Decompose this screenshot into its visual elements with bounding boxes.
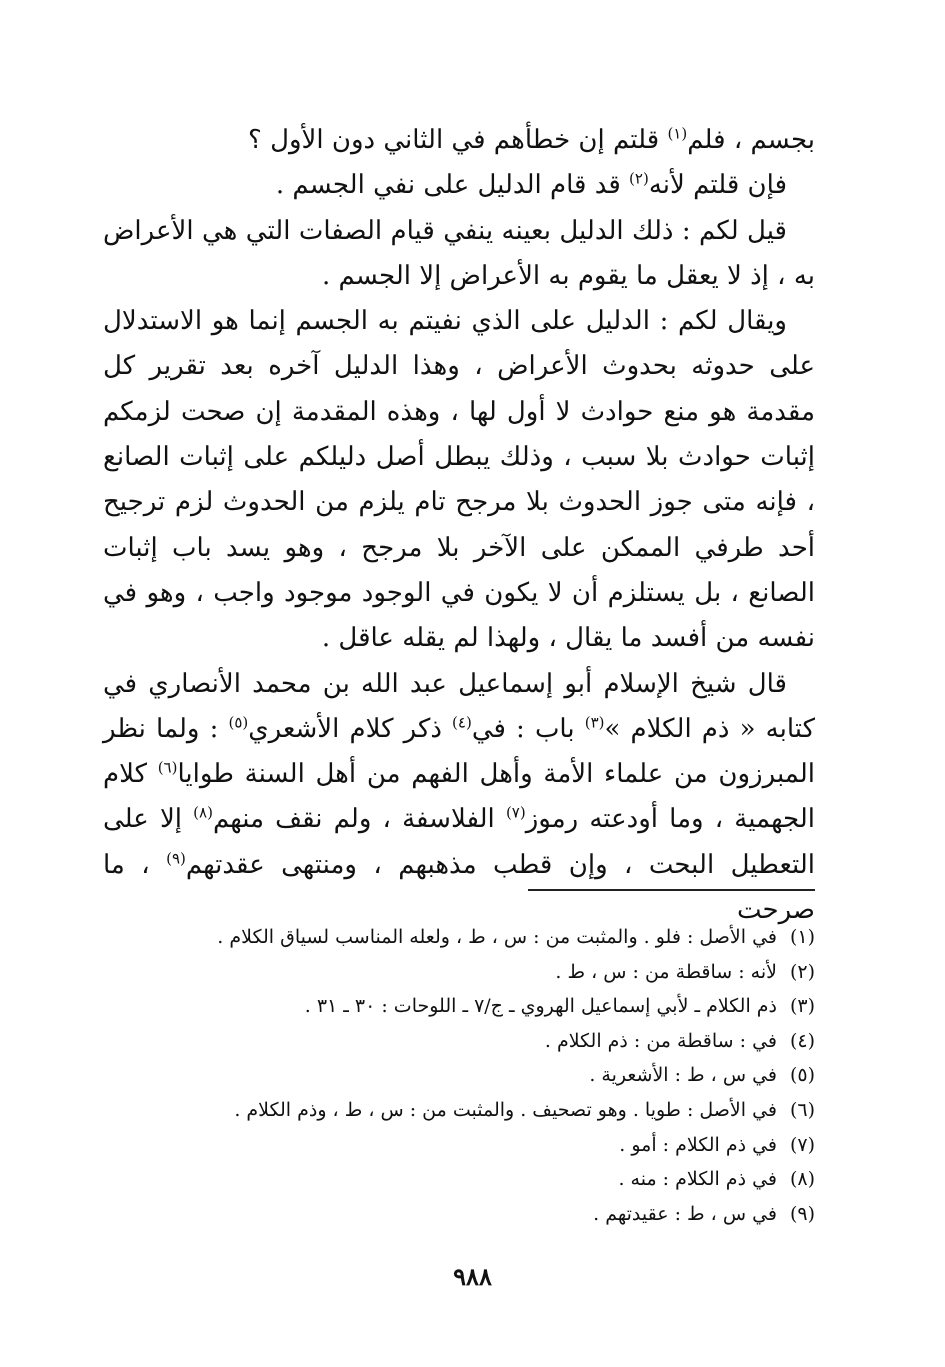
footnote-ref-1: (١)	[667, 124, 688, 143]
text-run: بجسم ، فلم	[687, 125, 815, 155]
footnote-number: (٤)	[789, 1029, 815, 1052]
text-run: إلا على التعطيل البحت ، وإن قطب مذهبهم ، ومنتهى عقدتهم	[103, 804, 815, 880]
footnote-item	[115, 1093, 815, 1128]
footnote-item	[115, 1058, 815, 1093]
footnote-text: في س ، ط : الأشعرية .	[589, 1064, 777, 1087]
text-run: فإن قلتم لأنه	[648, 170, 787, 201]
text-run: قال شيخ الإسلام أبو إسماعيل عبد الله بن محمد الأنصاري في كتابه « ذم الكلام »	[103, 668, 815, 744]
paragraph-4: ويقال لكم : الدليل على الذي نفيتم به الجسم إنما هو الاستدلال على حدوثه بحدوث الأعراض ، وهذا الدليل آخره بعد تقرير كل مقدمة هو منع حوادث لا أول لها ، وهذه المقدمة إن صحت لزمكم إثبات حوادث بلا سبب ، وذلك يبطل أصل دليلكم على إثبات الصانع ، فإنه متى جوز الحدوث بلا مرجح تام يلزم من الحدوث لزم ترجيح أحد طرفي الممكن على الآخر بلا مرجح ، وهو يسد باب إثبات الصانع ، بل يستلزم أن لا يكون في الوجود موجود واجب ، وهو في نفسه من أفسد ما يقال ، ولهذا لم يقله عاقل .	[103, 306, 815, 654]
footnote-ref-8: (٨)	[193, 803, 213, 822]
footnote-item	[115, 989, 815, 1024]
text-run: ، ما صرحت	[103, 849, 815, 926]
footnote-item	[115, 1024, 815, 1059]
footnote-item	[115, 920, 815, 955]
footnotes-block	[115, 920, 815, 1231]
paragraph-1	[103, 118, 815, 163]
footnote-divider	[528, 889, 815, 891]
footnote-text: لأنه : ساقطة من : س ، ط .	[555, 960, 777, 983]
footnote-ref-7: (٧)	[505, 803, 526, 822]
text-run: كلام الجهمية ، وما أودعته رموز	[103, 759, 815, 835]
footnote-text: ذم الكلام ـ لأبي إسماعيل الهروي ـ ج/٧ ـ اللوحات : ٣٠ ـ ٣١ .	[304, 995, 777, 1018]
paragraph-3: قيل لكم : ذلك الدليل بعينه ينفي قيام الصفات التي هي الأعراض به ، إذ لا يعقل ما يقوم به الأعراض إلا الجسم .	[103, 215, 815, 291]
text-run: : ولما نظر المبرزون من علماء الأمة وأهل الفهم من أهل السنة طوايا	[103, 713, 815, 790]
footnote-item	[115, 1197, 815, 1232]
footnote-number: (٩)	[789, 1202, 815, 1225]
text-run: الفلاسفة ، ولم نقف منهم	[212, 804, 506, 835]
paragraph-2	[103, 163, 815, 208]
footnote-text: في س ، ط : عقيدتهم .	[593, 1202, 777, 1225]
footnote-text: في الأصل : فلو . والمثبت من : س ، ط ، ولعله المناسب لسياق الكلام .	[217, 926, 777, 948]
footnote-ref-9: (٩)	[166, 849, 186, 868]
text-run: ذكر كلام الأشعري	[248, 713, 453, 744]
footnote-number: (١)	[789, 926, 815, 948]
footnote-item	[115, 1128, 815, 1163]
footnote-number: (٧)	[789, 1133, 815, 1156]
footnote-text: في : ساقطة من : ذم الكلام .	[544, 1029, 777, 1052]
footnote-ref-4: (٤)	[452, 713, 472, 732]
paragraph-5	[103, 662, 815, 934]
footnote-number: (٥)	[789, 1064, 815, 1087]
text-run: قلتم إن خطأهم في الثاني دون الأول ؟	[248, 125, 668, 155]
footnote-text: في الأصل : طويا . وهو تصحيف . والمثبت من : س ، ط ، وذم الكلام .	[234, 1098, 777, 1121]
footnote-item	[115, 955, 815, 990]
footnote-ref-5: (٥)	[228, 713, 249, 732]
page-number: ٩٨٨	[453, 1262, 492, 1291]
main-text-block	[103, 118, 815, 933]
footnote-number: (٢)	[789, 960, 815, 983]
footnote-item	[115, 1162, 815, 1197]
footnote-number: (٨)	[789, 1168, 815, 1191]
footnote-text: في ذم الكلام : منه .	[618, 1168, 777, 1191]
text-run: قد قام الدليل على نفي الجسم .	[275, 170, 630, 201]
footnote-number: (٣)	[789, 995, 815, 1018]
footnote-ref-2: (٢)	[629, 169, 649, 188]
footnote-ref-3: (٣)	[584, 713, 605, 732]
footnote-number: (٦)	[789, 1098, 815, 1121]
footnote-text: في ذم الكلام : أمو .	[619, 1133, 777, 1156]
text-run: باب : في	[471, 713, 585, 744]
footnote-ref-6: (٦)	[157, 758, 178, 777]
